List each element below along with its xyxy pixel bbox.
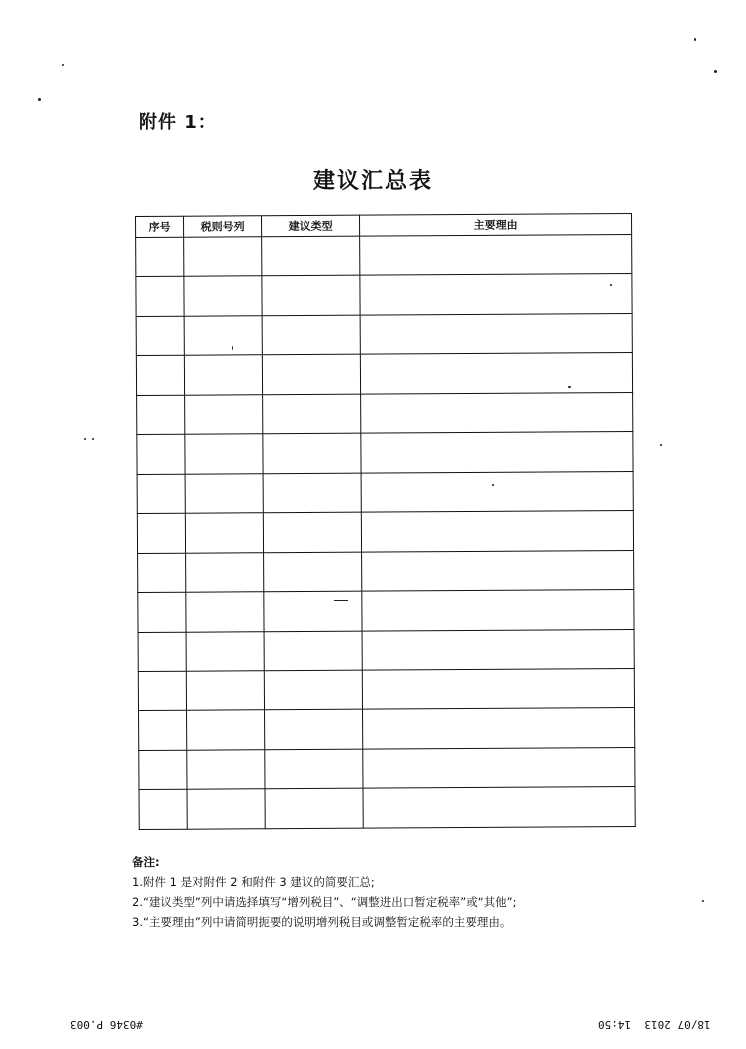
table-cell xyxy=(363,787,635,828)
table-cell xyxy=(139,711,187,751)
table-cell xyxy=(137,434,185,474)
table-row xyxy=(137,471,633,513)
column-header-tariff-code: 税则号列 xyxy=(184,216,262,237)
scan-speck xyxy=(492,484,494,486)
table-row xyxy=(138,668,634,710)
table-cell xyxy=(265,710,363,750)
table-cell xyxy=(184,237,262,277)
table-cell xyxy=(187,710,265,750)
table-cell xyxy=(136,237,184,277)
table-cell xyxy=(362,629,634,670)
table-cell xyxy=(186,552,264,592)
table-cell xyxy=(362,550,634,591)
table-cell xyxy=(184,316,262,356)
table-cell xyxy=(138,592,186,632)
table-cell xyxy=(262,276,360,316)
table-row xyxy=(138,629,634,671)
table-cell xyxy=(186,671,264,711)
table-row xyxy=(138,590,634,632)
notes-section xyxy=(132,852,517,932)
table-cell xyxy=(265,749,363,789)
table-row xyxy=(138,550,634,592)
table-cell xyxy=(138,671,186,711)
note-item: 2.“建议类型”列中请选择填写“增列税目”、“调整进出口暂定税率”或“其他”; xyxy=(132,895,517,909)
table-cell xyxy=(136,316,184,356)
table-row xyxy=(136,353,632,395)
table-cell xyxy=(187,789,265,829)
table-row xyxy=(139,787,635,830)
table-cell xyxy=(186,592,264,632)
table-cell xyxy=(264,591,362,631)
table-cell xyxy=(362,668,634,709)
table-cell xyxy=(263,433,361,473)
table-row xyxy=(139,747,635,789)
scan-speck xyxy=(62,64,64,66)
table-cell xyxy=(185,434,263,474)
table-cell xyxy=(137,513,185,553)
table-cell xyxy=(360,313,632,354)
table-cell xyxy=(136,356,184,396)
table-cell xyxy=(363,747,635,788)
scan-speck xyxy=(84,438,86,440)
table-cell xyxy=(139,790,187,830)
column-header-suggestion-type: 建议类型 xyxy=(262,215,360,237)
scan-speck xyxy=(660,444,662,446)
table-cell xyxy=(262,236,360,276)
table-cell xyxy=(185,395,263,435)
column-header-serial: 序号 xyxy=(136,216,184,237)
table-cell xyxy=(184,355,262,395)
table-cell xyxy=(263,512,361,552)
table-cell xyxy=(361,471,633,512)
table-cell xyxy=(138,553,186,593)
table-row xyxy=(137,432,633,474)
table-cell xyxy=(263,394,361,434)
table-cell xyxy=(362,590,634,631)
table-cell xyxy=(184,276,262,316)
table-cell xyxy=(264,552,362,592)
table-cell xyxy=(360,234,632,275)
table-cell xyxy=(262,354,360,394)
summary-table xyxy=(135,213,636,830)
scan-speck xyxy=(694,38,696,41)
table-cell xyxy=(264,670,362,710)
table-cell xyxy=(137,395,185,435)
table-cell xyxy=(185,513,263,553)
table-cell xyxy=(136,277,184,317)
table-cell xyxy=(265,788,363,828)
scan-speck xyxy=(38,98,41,101)
table-cell xyxy=(186,631,264,671)
table-cell xyxy=(361,511,633,552)
scan-speck xyxy=(334,600,348,601)
fax-timestamp: 18/07 2013 14:50 xyxy=(598,1018,711,1031)
table-row xyxy=(139,708,635,750)
note-item: 1.附件 1 是对附件 2 和附件 3 建议的简要汇总; xyxy=(132,875,375,889)
table-cell xyxy=(361,432,633,473)
table-cell xyxy=(262,315,360,355)
table-row xyxy=(137,511,633,553)
table-row xyxy=(137,392,633,434)
scan-speck xyxy=(610,284,612,286)
table-cell xyxy=(363,708,635,749)
column-header-main-reason: 主要理由 xyxy=(359,213,631,236)
table-row xyxy=(136,313,632,355)
note-item: 3.“主要理由”列中请简明扼要的说明增列税目或调整暂定税率的主要理由。 xyxy=(132,915,512,929)
attachment-label: 附件 1： xyxy=(139,112,217,133)
scan-speck xyxy=(568,386,571,388)
scan-speck xyxy=(714,70,717,73)
table-cell xyxy=(138,632,186,672)
scan-speck xyxy=(92,438,94,440)
table-cell xyxy=(137,474,185,514)
table-body xyxy=(136,234,636,829)
table-row xyxy=(136,234,632,276)
document-title: 建议汇总表 xyxy=(312,169,433,194)
scan-speck xyxy=(702,900,704,902)
table-row xyxy=(136,274,632,316)
table-cell xyxy=(360,274,632,315)
scan-speck xyxy=(232,346,233,350)
table-cell xyxy=(360,353,632,394)
table-cell xyxy=(263,473,361,513)
table-header-row xyxy=(136,213,632,237)
table-cell xyxy=(361,392,633,433)
table-cell xyxy=(187,750,265,790)
fax-page-number: #0346 P.003 xyxy=(70,1018,143,1031)
table-cell xyxy=(264,631,362,671)
table-cell xyxy=(139,750,187,790)
notes-title: 备注: xyxy=(132,855,160,869)
table-cell xyxy=(185,473,263,513)
